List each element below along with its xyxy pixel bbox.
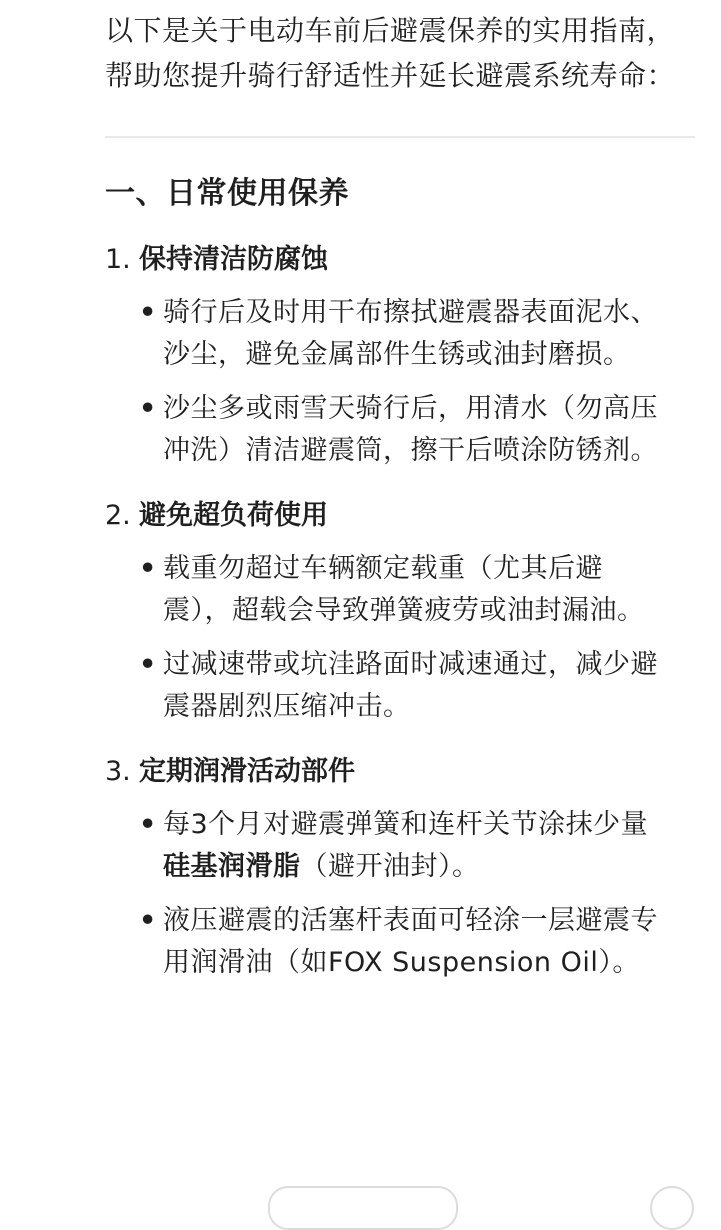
bullet-icon: • bbox=[139, 809, 157, 840]
bullet-text bbox=[163, 804, 663, 888]
floating-action-pill[interactable] bbox=[268, 1186, 458, 1230]
bullet-text: 过减速带或坑洼路面时减速通过，减少避震器剧烈压缩冲击。 bbox=[163, 649, 658, 722]
bullet-list bbox=[105, 548, 695, 728]
list-item bbox=[105, 752, 695, 984]
list-item bbox=[105, 496, 695, 728]
item-number: 3. bbox=[105, 756, 131, 787]
item-number: 2. bbox=[105, 500, 131, 531]
bullet-item bbox=[139, 804, 695, 888]
item-number: 1. bbox=[105, 244, 131, 275]
bullet-icon: • bbox=[139, 905, 157, 936]
divider bbox=[105, 136, 695, 138]
bullet-list bbox=[105, 292, 695, 472]
bullet-text: 骑行后及时用干布擦拭避震器表面泥水、沙尘，避免金属部件生锈或油封磨损。 bbox=[163, 297, 658, 370]
bullet-text-post: （避开油封）。 bbox=[300, 851, 480, 882]
bullet-item bbox=[139, 548, 695, 632]
item-title bbox=[105, 240, 695, 280]
list-item bbox=[105, 240, 695, 472]
item-title bbox=[105, 496, 695, 536]
bullet-icon: • bbox=[139, 393, 157, 424]
bullet-list bbox=[105, 804, 695, 984]
message-content bbox=[105, 8, 695, 984]
floating-action-button[interactable] bbox=[650, 1186, 694, 1230]
item-heading: 保持清洁防腐蚀 bbox=[139, 244, 328, 275]
bullet-icon: • bbox=[139, 553, 157, 584]
bullet-text: 液压避震的活塞杆表面可轻涂一层避震专用润滑油（如FOX Suspension Oil）。 bbox=[163, 905, 658, 978]
bullet-text-pre: 每3个月对避震弹簧和连杆关节涂抹少量 bbox=[163, 809, 649, 840]
item-heading: 定期润滑活动部件 bbox=[139, 756, 355, 787]
bullet-icon: • bbox=[139, 649, 157, 680]
bullet-item bbox=[139, 900, 695, 984]
maintenance-list bbox=[105, 240, 695, 984]
item-heading: 避免超负荷使用 bbox=[139, 500, 328, 531]
item-title bbox=[105, 752, 695, 792]
bullet-item bbox=[139, 388, 695, 472]
section-heading: 一、日常使用保养 bbox=[105, 176, 349, 211]
intro-paragraph: 以下是关于电动车前后避震保养的实用指南，帮助您提升骑行舒适性并延长避震系统寿命： bbox=[105, 14, 676, 92]
bullet-text: 沙尘多或雨雪天骑行后，用清水（勿高压冲洗）清洁避震筒，擦干后喷涂防锈剂。 bbox=[163, 393, 658, 466]
bullet-item bbox=[139, 292, 695, 376]
bullet-text: 载重勿超过车辆额定载重（尤其后避震），超载会导致弹簧疲劳或油封漏油。 bbox=[163, 553, 645, 626]
bullet-item bbox=[139, 644, 695, 728]
bullet-text-strong: 硅基润滑脂 bbox=[163, 851, 301, 882]
bullet-icon: • bbox=[139, 297, 157, 328]
